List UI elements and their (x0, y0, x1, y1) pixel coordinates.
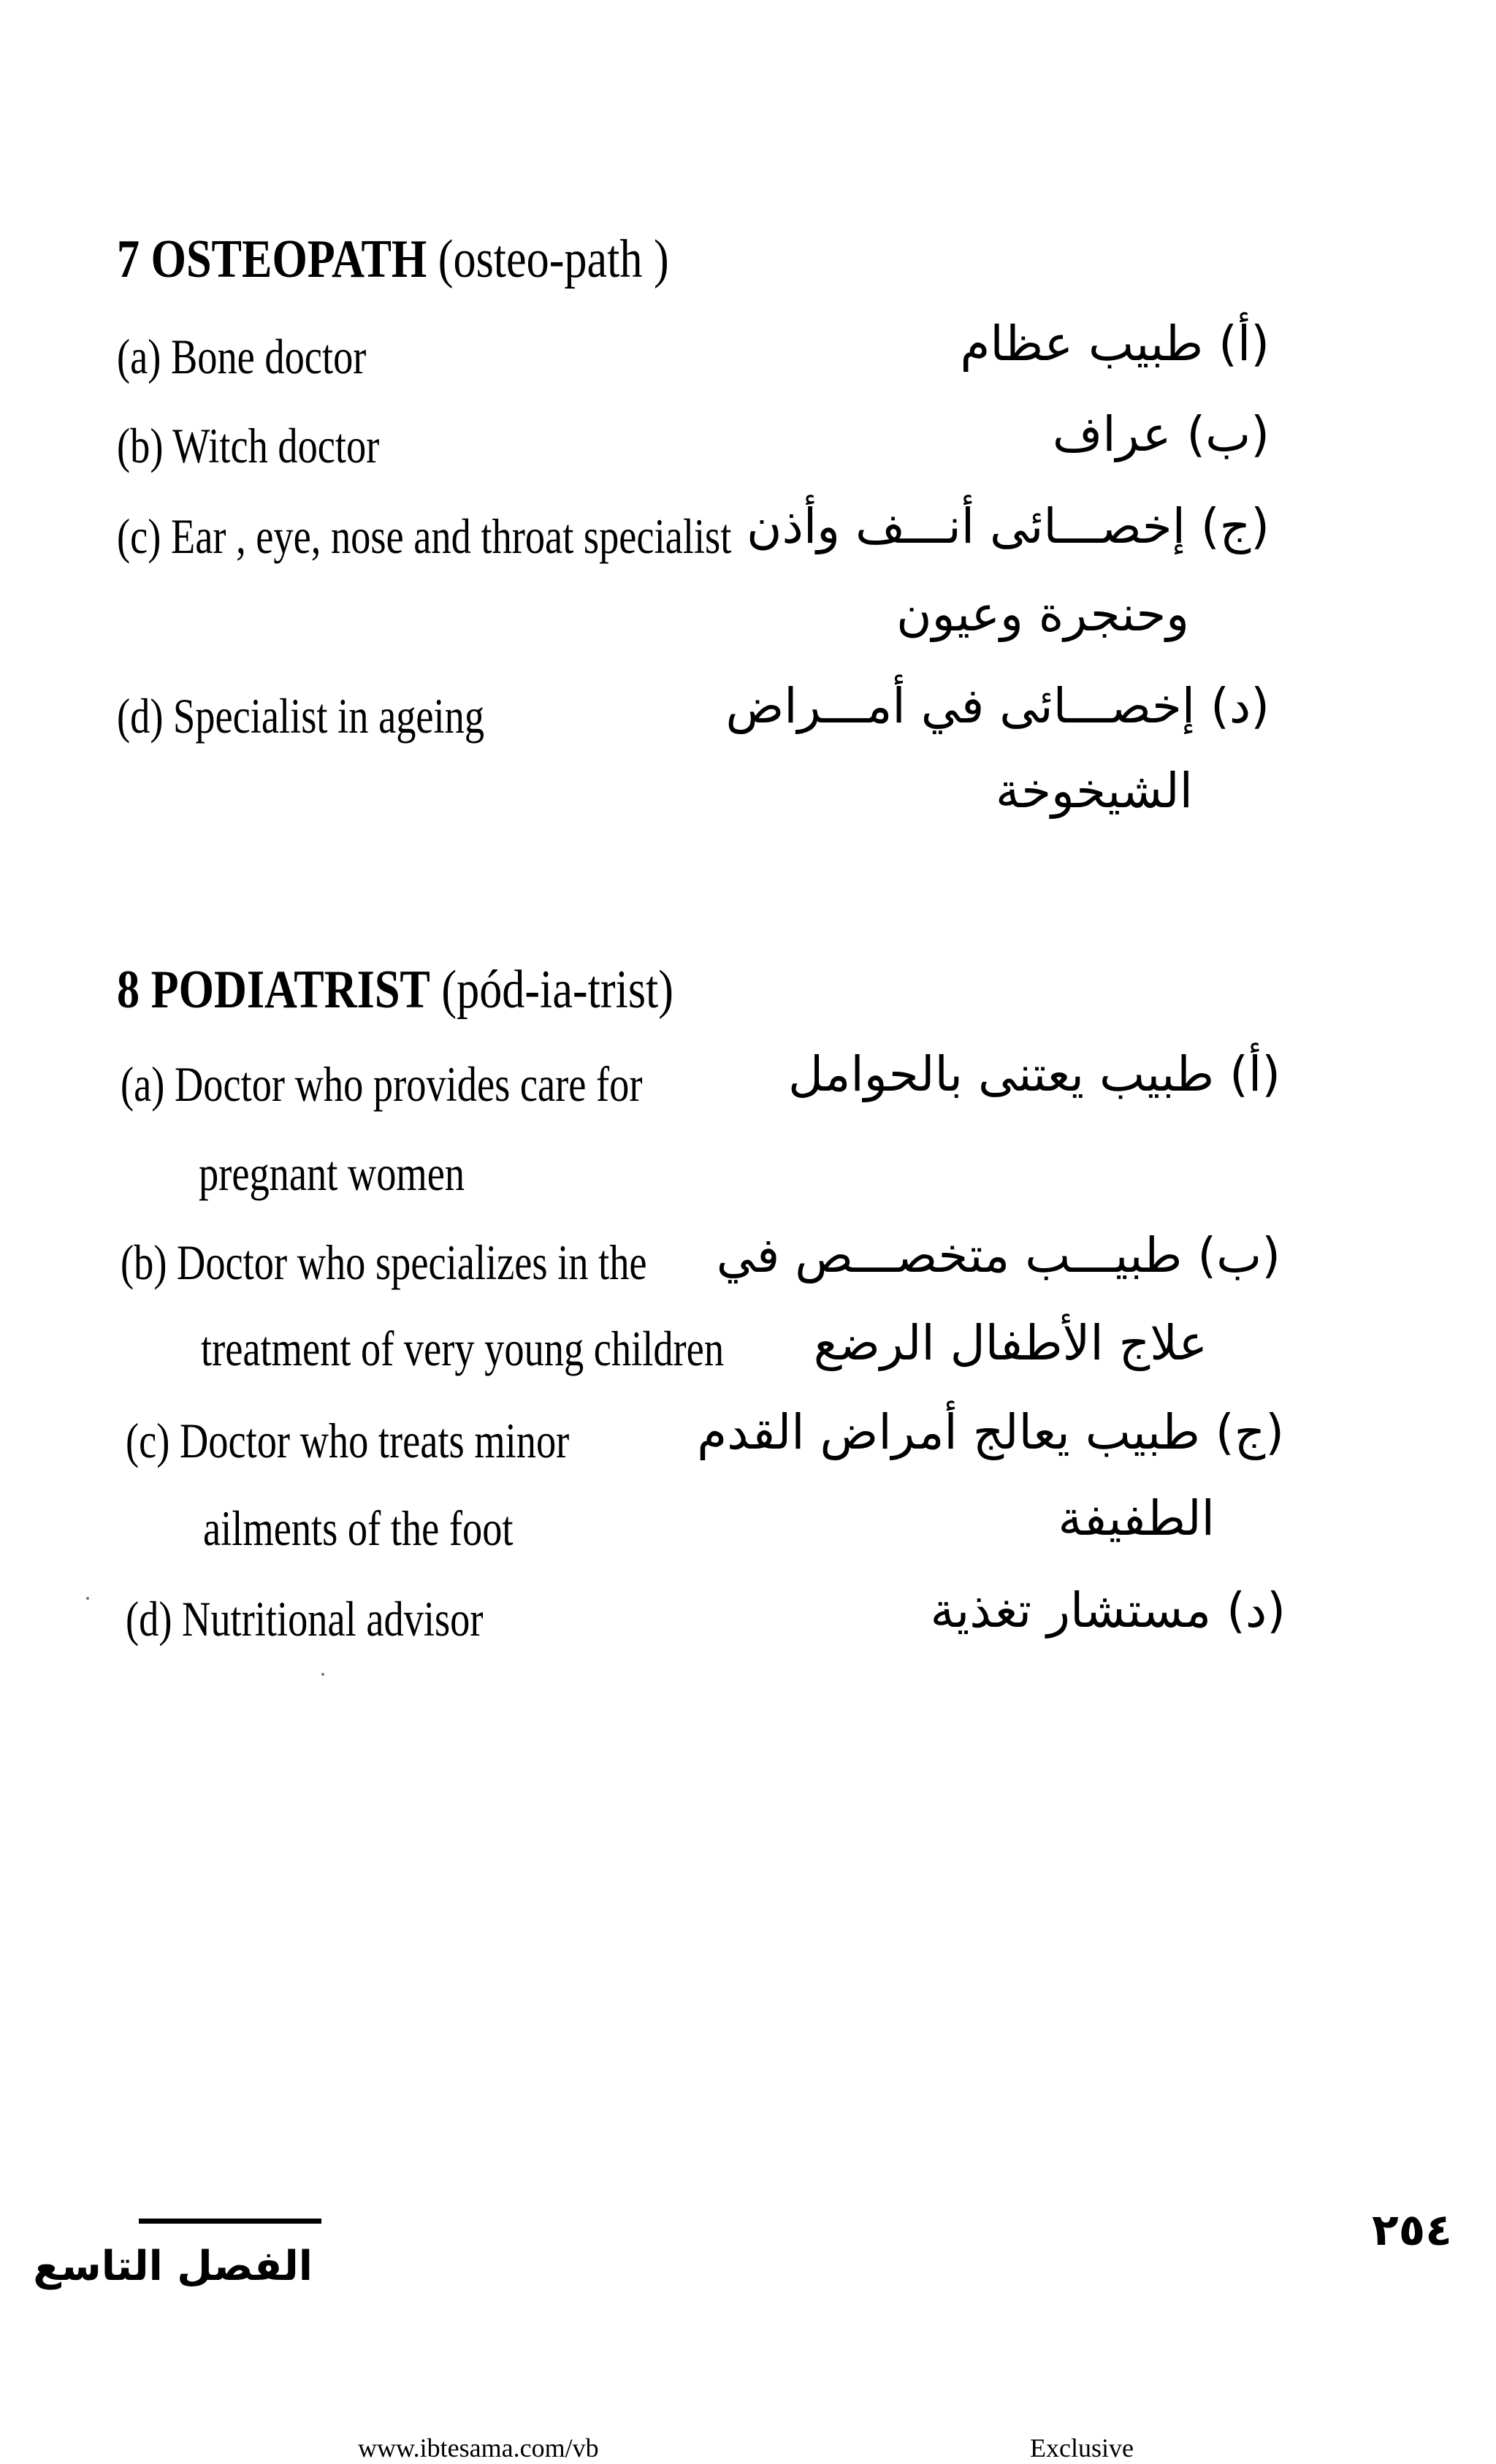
option-a-ar: (أ) طبيب يعتنى بالحوامل (788, 1046, 1281, 1102)
section-7-title (117, 229, 669, 289)
option-b-ar: (ب) طبيـــب متخصـــص في (716, 1227, 1281, 1284)
footer-divider (139, 2219, 321, 2224)
page-number: ٢٥٤ (1372, 2205, 1452, 2256)
vocab-word: PODIATRIST (150, 960, 430, 1020)
option-c-ar: (ج) إخصـــائى أنـــف وأذن (746, 498, 1270, 554)
source-tag: Exclusive (1030, 2433, 1134, 2463)
source-url: www.ibtesama.com/vb (358, 2433, 599, 2463)
vocab-word: OSTEOPATH (150, 229, 427, 289)
section-number: 7 (117, 229, 140, 289)
option-a-en: (a) Bone doctor (117, 329, 367, 384)
option-c-en: (c) Ear , eye, nose and throat specialist (117, 508, 732, 564)
option-c-ar: (ج) طبيب يعالج أمراض القدم (697, 1404, 1284, 1460)
option-b-en: (b) Witch doctor (117, 418, 380, 473)
section-8-title (117, 960, 674, 1020)
option-c-ar-line2: الطفيفة (1058, 1490, 1215, 1546)
pronunciation: (pód-ia-trist) (441, 960, 674, 1020)
option-b-ar: (ب) عراف (1052, 406, 1270, 462)
option-d-ar: (د) إخصـــائى في أمـــراض (725, 678, 1270, 734)
option-d-en: (d) Nutritional advisor (126, 1591, 484, 1647)
option-c-ar-line2: وحنجرة وعيون (896, 586, 1189, 642)
pronunciation: (osteo-path ) (438, 229, 669, 289)
option-a-ar: (أ) طبيب عظام (960, 316, 1270, 372)
scan-speck (86, 1597, 89, 1600)
option-d-ar-line2: الشيخوخة (995, 763, 1193, 819)
scan-speck (321, 1673, 324, 1676)
section-number: 8 (117, 960, 140, 1020)
option-b-ar-line2: علاج الأطفال الرضع (813, 1315, 1207, 1371)
option-b-en-line2: treatment of very young children (201, 1321, 725, 1376)
option-a-en: (a) Doctor who provides care for (121, 1056, 643, 1112)
chapter-label: الفصل التاسع (33, 2243, 313, 2290)
option-c-en-line2: ailments of the foot (203, 1500, 514, 1556)
option-a-en-line2: pregnant women (199, 1145, 465, 1201)
option-d-en: (d) Specialist in ageing (117, 688, 485, 744)
option-b-en: (b) Doctor who specializes in the (121, 1235, 647, 1290)
option-c-en: (c) Doctor who treats minor (126, 1413, 570, 1468)
option-d-ar: (د) مستشار تغذية (930, 1582, 1286, 1639)
